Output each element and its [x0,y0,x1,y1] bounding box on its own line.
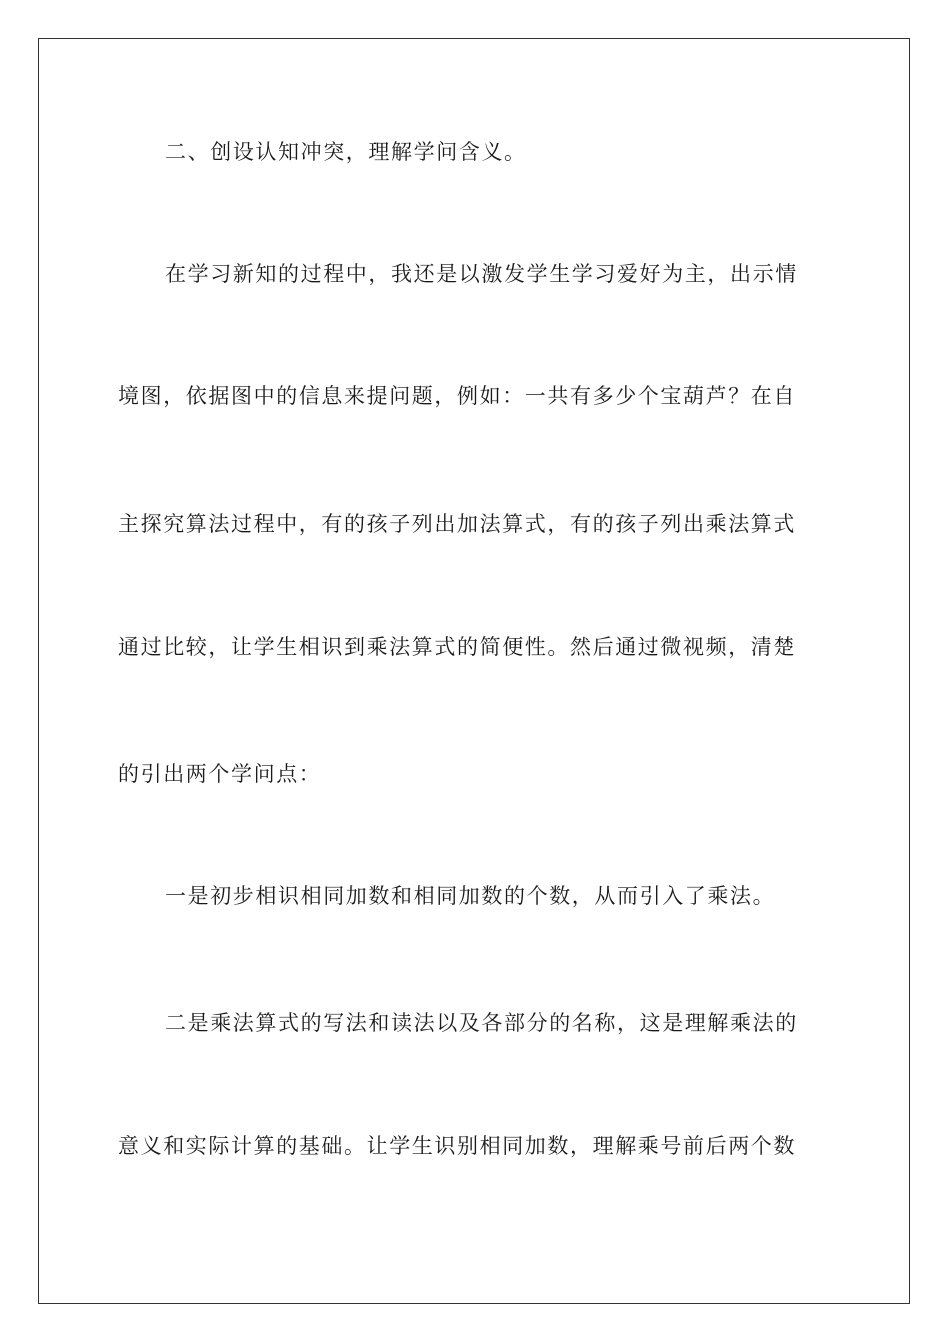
paragraph-line: 的引出两个学问点： [118,762,322,786]
paragraph-line: 一是初步相识相同加数和相同加数的个数，从而引入了乘法。 [165,884,776,908]
paragraph-line: 通过比较，让学生相识到乘法算式的简便性。然后通过微视频，清楚 [118,635,796,659]
paragraph-line: 二是乘法算式的写法和读法以及各部分的名称，这是理解乘法的 [165,1011,798,1035]
paragraph-line: 在学习新知的过程中，我还是以激发学生学习爱好为主，出示情 [165,262,798,286]
section-heading: 二、创设认知冲突，理解学问含义。 [165,140,527,164]
paragraph-line: 境图，依据图中的信息来提问题，例如：一共有多少个宝葫芦？在自 [118,384,796,408]
paragraph-line: 意义和实际计算的基础。让学生识别相同加数，理解乘号前后两个数 [118,1134,796,1158]
paragraph-line: 主探究算法过程中，有的孩子列出加法算式，有的孩子列出乘法算式 [118,512,796,536]
page-border [38,38,910,1304]
